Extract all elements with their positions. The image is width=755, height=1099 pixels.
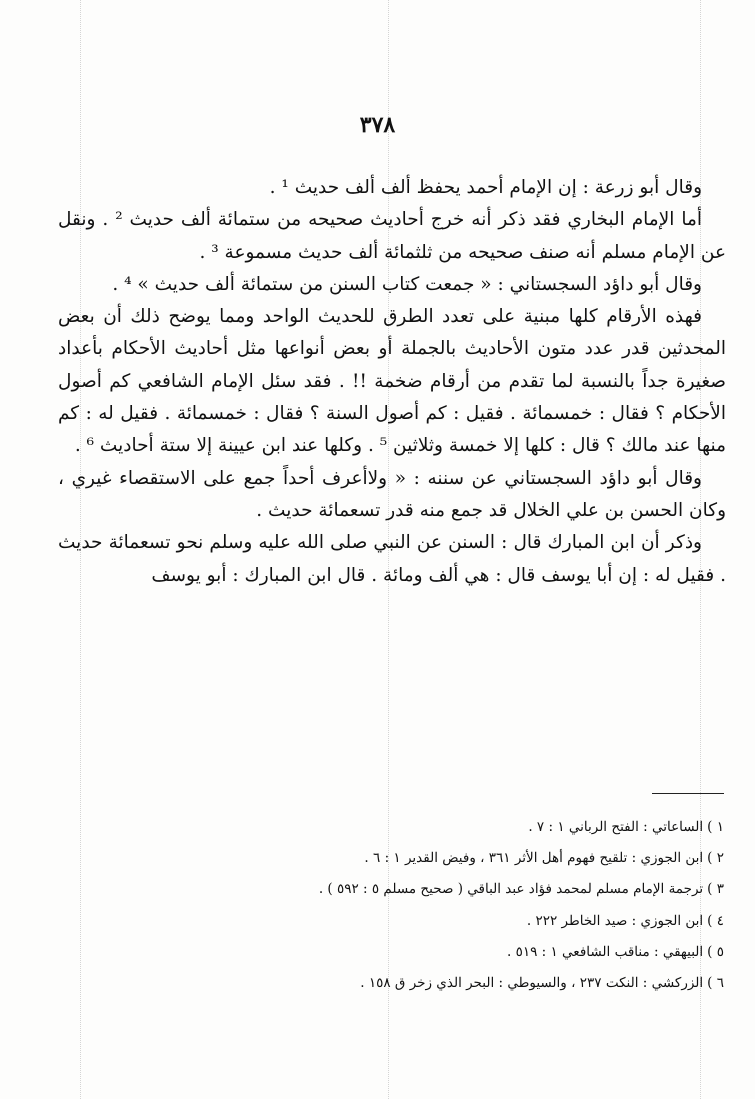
paragraph: أما الإمام البخاري فقد ذكر أنه خرج أحاديث صحيحه من ستمائة ألف حديث ² . ونقل عن الإمام مسلم أنه صنف صحيحه من ثلثمائة ألف حديث مسموعة ³ . [58, 209, 726, 263]
footnote-marker: ٣ ) [707, 881, 724, 898]
footnote-marker: ٦ ) [707, 975, 724, 992]
footnote [200, 937, 724, 968]
footnote-marker: ١ ) [707, 819, 724, 835]
paragraph: وقال أبو داؤد السجستاني : « جمعت كتاب السنن من ستمائة ألف حديث » ⁴ . [112, 273, 702, 295]
footnote-text: البيهقي : مناقب الشافعي ١ : ٥١٩ . [507, 943, 704, 960]
footnote [200, 906, 724, 937]
footnote-marker: ٥ ) [707, 943, 724, 960]
page-number: ٣٧٨ [359, 112, 396, 138]
footnote [200, 812, 724, 843]
footnote-text: ابن الجوزي : صيد الخاطر ٢٢٢ . [526, 912, 704, 929]
footnote-text: الساعاتي : الفتح الرباني ١ : ٧ . [528, 819, 704, 835]
footnote [200, 843, 724, 874]
paragraph: وذكر أن ابن المبارك قال : السنن عن النبي صلى الله عليه وسلم نحو تسعمائة حديث . فقيل له : إن أبا يوسف قال : هي ألف ومائة . قال ابن المبارك : أبو يوسف [58, 532, 726, 586]
footnote [200, 874, 724, 905]
footnote-marker: ٤ ) [707, 912, 724, 929]
footnote-separator [652, 793, 724, 794]
footnote-marker: ٢ ) [707, 850, 724, 867]
paragraph: فهذه الأرقام كلها مبنية على تعدد الطرق للحديث الواحد ومما يوضح ذلك أن بعض المحدثين قدر عدد متون الأحاديث بالجملة أو بعض أنواعها مثل أحاديث الأحكام بأعداد صغيرة جداً بالنسبة لما تقدم من أرقام ضخمة !! . فقد سئل الإمام الشافعي كم أصول الأحكام ؟ فقال : خمسمائة . فقيل : كم أصول السنة ؟ فقال : خمسمائة . فقيل له : كم منها عند مالك ؟ قال : كلها إلا خمسة وثلاثين ⁵ . وكلها عند ابن عيينة إلا ستة أحاديث ⁶ . [58, 306, 726, 457]
footnote-text: ترجمة الإمام مسلم لمحمد فؤاد عبد الباقي ( صحيح مسلم ٥ : ٥٩٢ ) . [318, 881, 704, 898]
footnote-text: الزركشي : النكت ٢٣٧ ، والسيوطي : البحر الذي زخر ق ١٥٨ . [360, 975, 704, 992]
paragraph: وقال أبو زرعة : إن الإمام أحمد يحفظ ألف ألف حديث ¹ . [269, 177, 702, 198]
footnote [200, 968, 724, 999]
footnote-text: ابن الجوزي : تلقيح فهوم أهل الأثر ٣٦١ ، وفيض القدير ١ : ٦ . [364, 850, 704, 867]
main-text [58, 172, 726, 592]
paragraph: وقال أبو داؤد السجستاني عن سننه : « ولاأعرف أحداً جمع على الاستقصاء غيري ، وكان الحسن بن علي الخلال قد جمع منه قدر تسعمائة حديث . [58, 467, 726, 521]
footnotes [200, 812, 724, 999]
